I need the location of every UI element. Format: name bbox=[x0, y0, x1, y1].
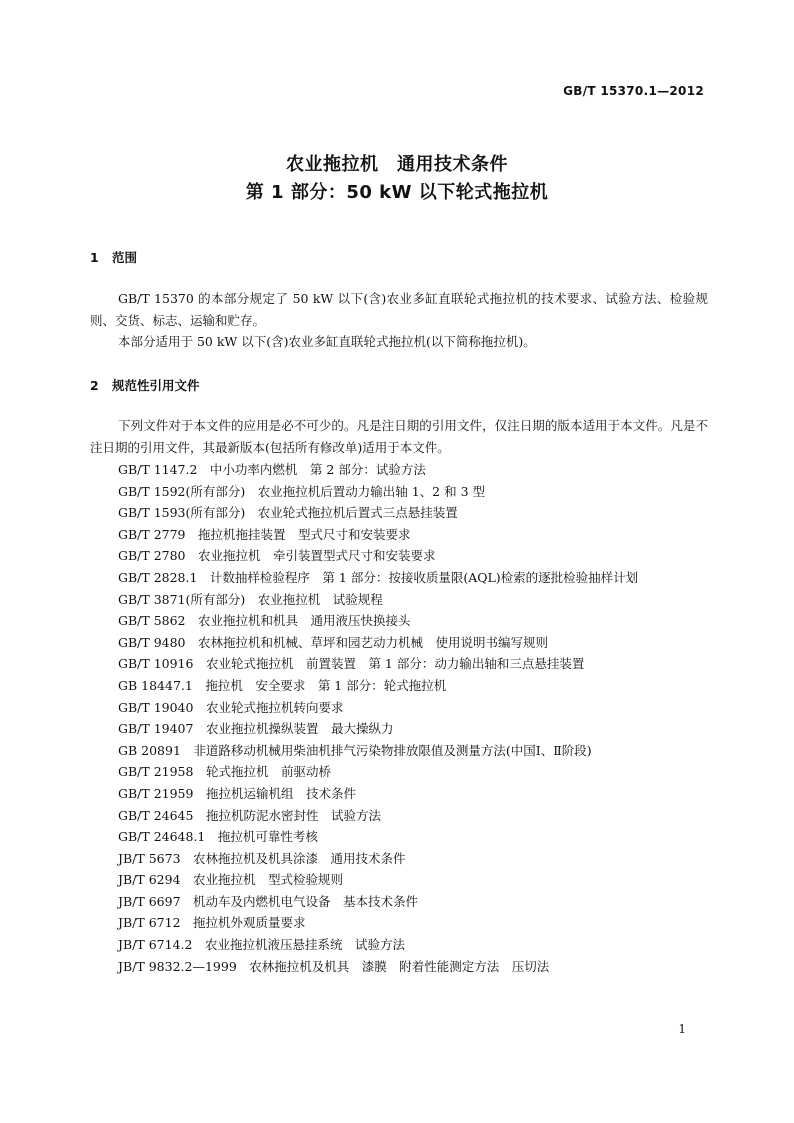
reference-item: GB/T 3871(所有部分) 农业拖拉机 试验规程 bbox=[118, 591, 383, 607]
reference-item: JB/T 6294 农业拖拉机 型式检验规则 bbox=[118, 872, 344, 888]
reference-item: GB 18447.1 拖拉机 安全要求 第 1 部分：轮式拖拉机 bbox=[118, 677, 447, 693]
section-2-intro: 下列文件对于本文件的应用是必不可少的。凡是注日期的引用文件，仅注日期的版本适用于本文件。凡是不注日期的引用文件，其最新版本(包括所有修改单)适用于本文件。 bbox=[90, 418, 708, 455]
section-title: 规范性引用文件 bbox=[112, 378, 200, 393]
reference-item: GB/T 19040 农业轮式拖拉机转向要求 bbox=[118, 699, 344, 715]
reference-item: GB/T 21958 轮式拖拉机 前驱动桥 bbox=[118, 764, 331, 780]
reference-item: GB/T 9480 农林拖拉机和机械、草坪和园艺动力机械 使用说明书编写规则 bbox=[118, 634, 549, 650]
section-1-paragraph-2: 本部分适用于 50 kW 以下(含)农业多缸直联轮式拖拉机(以下简称拖拉机)。 bbox=[118, 334, 536, 349]
reference-item: GB 20891 非道路移动机械用柴油机排气污染物排放限值及测量方法(中国Ⅰ、Ⅱ阶段) bbox=[118, 742, 592, 758]
reference-item: JB/T 6712 拖拉机外观质量要求 bbox=[118, 915, 306, 931]
section-number: 2 bbox=[90, 378, 99, 393]
section-1-heading bbox=[90, 248, 137, 266]
reference-item: JB/T 5673 农林拖拉机及机具涂漆 通用技术条件 bbox=[118, 850, 406, 866]
reference-item: GB/T 24645 拖拉机防泥水密封性 试验方法 bbox=[118, 807, 381, 823]
reference-item: GB/T 2779 拖拉机拖挂装置 型式尺寸和安装要求 bbox=[118, 526, 411, 542]
reference-item: GB/T 24648.1 拖拉机可靠性考核 bbox=[118, 829, 318, 845]
reference-item: GB/T 1147.2 中小功率内燃机 第 2 部分：试验方法 bbox=[118, 462, 426, 477]
reference-item: GB/T 2828.1 计数抽样检验程序 第 1 部分：按接收质量限(AQL)检索的逐批检验抽样计划 bbox=[118, 569, 639, 585]
reference-item: JB/T 6714.2 农业拖拉机液压悬挂系统 试验方法 bbox=[118, 937, 405, 953]
section-2-heading bbox=[90, 376, 200, 394]
reference-item: JB/T 6697 机动车及内燃机电气设备 基本技术条件 bbox=[118, 893, 419, 909]
reference-item: GB/T 5862 农业拖拉机和机具 通用液压快换接头 bbox=[118, 613, 411, 629]
reference-item: GB/T 2780 农业拖拉机 牵引装置型式尺寸和安装要求 bbox=[118, 548, 436, 564]
document-title-line2: 第 1 部分：50 kW 以下轮式拖拉机 bbox=[245, 182, 549, 203]
section-number: 1 bbox=[90, 250, 99, 265]
reference-item: GB/T 21959 拖拉机运输机组 技术条件 bbox=[118, 785, 356, 801]
normative-references-list bbox=[118, 459, 638, 977]
reference-item: GB/T 1592(所有部分) 农业拖拉机后置动力输出轴 1、2 和 3 型 bbox=[118, 483, 486, 499]
document-title-line1: 农业拖拉机 通用技术条件 bbox=[286, 154, 508, 175]
reference-item: GB/T 10916 农业轮式拖拉机 前置装置 第 1 部分：动力输出轴和三点悬挂装置 bbox=[118, 656, 585, 672]
page-number: 1 bbox=[678, 1022, 686, 1036]
reference-item: GB/T 1593(所有部分) 农业轮式拖拉机后置式三点悬挂装置 bbox=[118, 505, 458, 521]
reference-item: JB/T 9832.2—1999 农林拖拉机及机具 漆膜 附着性能测定方法 压切法 bbox=[118, 958, 550, 974]
section-title: 范围 bbox=[112, 250, 138, 265]
section-1-paragraph-1: GB/T 15370 的本部分规定了 50 kW 以下(含)农业多缸直联轮式拖拉机的技术要求、试验方法、检验规则、交货、标志、运输和贮存。 bbox=[90, 291, 708, 328]
standard-number: GB/T 15370.1—2012 bbox=[563, 84, 704, 98]
reference-item: GB/T 19407 农业拖拉机操纵装置 最大操纵力 bbox=[118, 721, 394, 737]
